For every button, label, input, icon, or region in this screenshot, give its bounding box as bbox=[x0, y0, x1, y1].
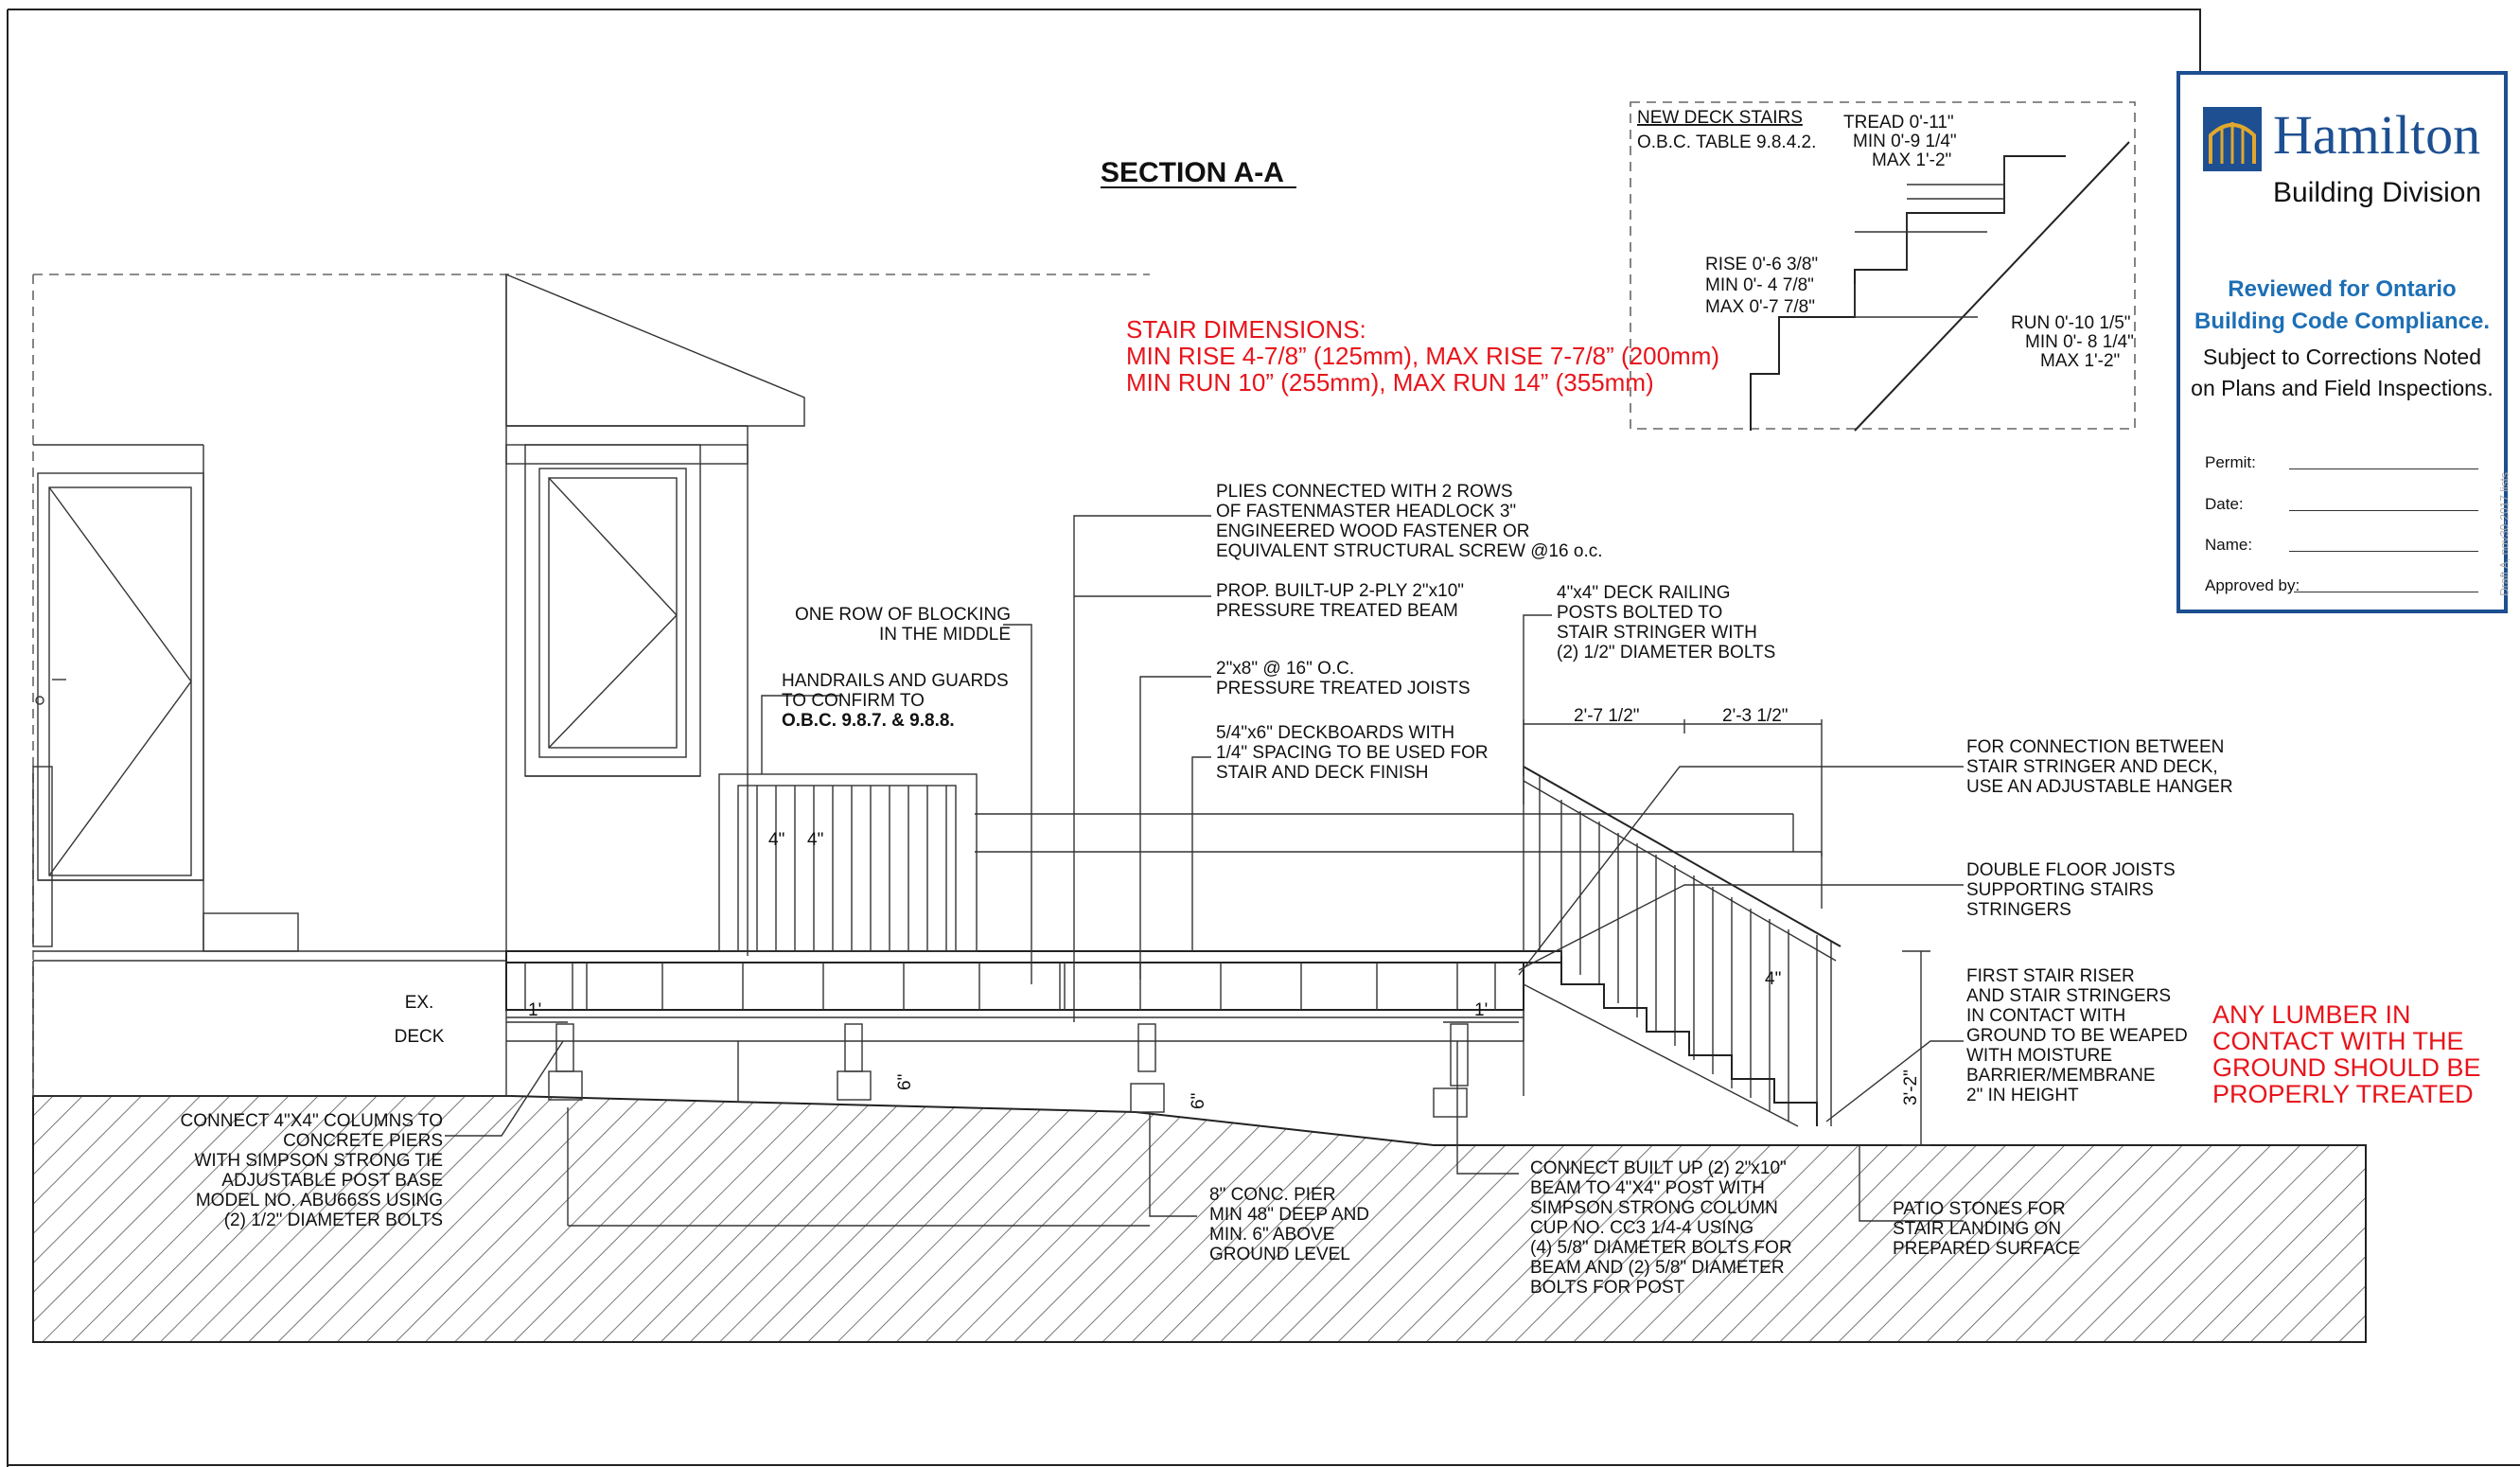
stamp-draft-note: Draft A, nov30-2017 lists bbox=[2498, 472, 2511, 596]
svg-text:(2) 1/2" DIAMETER BOLTS: (2) 1/2" DIAMETER BOLTS bbox=[223, 1211, 443, 1230]
section-title: SECTION A-A bbox=[1101, 157, 1284, 188]
dim-2-7-1-2: 2'-7 1/2" bbox=[1574, 706, 1640, 726]
permit-line bbox=[2289, 468, 2478, 469]
note-blocking bbox=[795, 605, 1011, 645]
svg-text:STAIR STRINGER AND DECK,: STAIR STRINGER AND DECK, bbox=[1966, 757, 2218, 777]
deck-guard bbox=[719, 774, 977, 951]
stamp-name-label: Name: bbox=[2205, 536, 2253, 554]
dim-2-3-1-2: 2'-3 1/2" bbox=[1722, 706, 1789, 726]
svg-text:EX.: EX. bbox=[404, 993, 434, 1013]
stair-detail-table: O.B.C. TABLE 9.8.4.2. bbox=[1637, 133, 1817, 152]
ex-deck-label bbox=[395, 993, 445, 1047]
svg-text:BARRIER/MEMBRANE: BARRIER/MEMBRANE bbox=[1966, 1066, 2156, 1086]
svg-text:SIMPSON STRONG COLUMN: SIMPSON STRONG COLUMN bbox=[1530, 1198, 1778, 1218]
svg-text:USE AN ADJUSTABLE HANGER: USE AN ADJUSTABLE HANGER bbox=[1966, 777, 2233, 797]
note-beam bbox=[1216, 581, 1464, 621]
svg-text:PRESSURE TREATED JOISTS: PRESSURE TREATED JOISTS bbox=[1216, 679, 1471, 698]
stamp-date-label: Date: bbox=[2205, 495, 2244, 513]
run-max: MAX 1'-2" bbox=[2040, 351, 2121, 371]
svg-text:IN THE MIDDLE: IN THE MIDDLE bbox=[878, 625, 1011, 645]
svg-text:CONNECT BUILT UP (2) 2"x10": CONNECT BUILT UP (2) 2"x10" bbox=[1530, 1158, 1787, 1178]
stamp-reviewed: Reviewed for Ontario Building Code Compliance. bbox=[2194, 276, 2490, 334]
svg-text:ANY LUMBER IN: ANY LUMBER IN bbox=[2212, 1000, 2411, 1029]
svg-text:2"x8" @ 16" O.C.: 2"x8" @ 16" O.C. bbox=[1216, 659, 1355, 679]
svg-text:PREPARED SURFACE: PREPARED SURFACE bbox=[1893, 1239, 2081, 1259]
dimension-lines bbox=[506, 719, 1930, 1145]
rise-max: MAX 0'-7 7/8" bbox=[1705, 297, 1815, 317]
svg-text:BOLTS FOR POST: BOLTS FOR POST bbox=[1530, 1278, 1685, 1298]
svg-text:O.B.C. 9.8.7. & 9.8.8.: O.B.C. 9.8.7. & 9.8.8. bbox=[782, 711, 955, 731]
svg-text:OF FASTENMASTER HEADLOCK 3": OF FASTENMASTER HEADLOCK 3" bbox=[1216, 502, 1517, 521]
svg-text:WITH SIMPSON STRONG TIE: WITH SIMPSON STRONG TIE bbox=[194, 1151, 443, 1171]
stamp-permit-label: Permit: bbox=[2205, 453, 2256, 471]
dim-1ft-right: 1' bbox=[1474, 1000, 1489, 1020]
dim-stair-baluster: 4" bbox=[1765, 969, 1782, 989]
svg-text:CONTACT WITH THE: CONTACT WITH THE bbox=[2212, 1027, 2464, 1055]
svg-text:CONCRETE PIERS: CONCRETE PIERS bbox=[283, 1131, 443, 1151]
stamp-approved-label: Approved by: bbox=[2205, 576, 2300, 594]
tread-min: MIN 0'-9 1/4" bbox=[1853, 132, 1957, 151]
hamilton-logo-icon bbox=[2203, 107, 2262, 171]
stamp-city: Hamilton bbox=[2273, 104, 2481, 166]
svg-text:CONNECT 4"X4" COLUMNS TO: CONNECT 4"X4" COLUMNS TO bbox=[180, 1111, 443, 1131]
svg-text:EQUIVALENT STRUCTURAL SCREW @1: EQUIVALENT STRUCTURAL SCREW @16 o.c. bbox=[1216, 541, 1603, 561]
review-stamp bbox=[2176, 71, 2511, 613]
svg-text:STRINGERS: STRINGERS bbox=[1966, 900, 2071, 920]
svg-text:TO CONFIRM TO: TO CONFIRM TO bbox=[782, 691, 925, 711]
svg-text:POSTS BOLTED TO: POSTS BOLTED TO bbox=[1557, 603, 1723, 623]
svg-text:DOUBLE FLOOR JOISTS: DOUBLE FLOOR JOISTS bbox=[1966, 860, 2176, 880]
svg-text:8" CONC. PIER: 8" CONC. PIER bbox=[1209, 1185, 1336, 1205]
svg-text:IN CONTACT WITH: IN CONTACT WITH bbox=[1966, 1006, 2126, 1026]
dim-baluster-a: 4" bbox=[768, 830, 785, 850]
note-beam-connection bbox=[1530, 1158, 1792, 1298]
svg-text:GROUND SHOULD BE: GROUND SHOULD BE bbox=[2212, 1053, 2481, 1082]
svg-text:MODEL NO. ABU66SS USING: MODEL NO. ABU66SS USING bbox=[195, 1191, 443, 1211]
svg-text:ENGINEERED WOOD FASTENER OR: ENGINEERED WOOD FASTENER OR bbox=[1216, 521, 1530, 541]
dim-pier-b: 6" bbox=[1189, 1092, 1208, 1109]
dim-pier-a: 6" bbox=[895, 1073, 915, 1090]
stair-dimensions-line1: MIN RISE 4-7/8” (125mm), MAX RISE 7-7/8” (200mm) bbox=[1126, 342, 1720, 370]
svg-text:STAIR LANDING ON: STAIR LANDING ON bbox=[1893, 1219, 2062, 1239]
stair-dimensions-heading: STAIR DIMENSIONS: bbox=[1126, 315, 1366, 344]
tread-label: TREAD 0'-11" bbox=[1843, 113, 1954, 133]
svg-text:AND STAIR STRINGERS: AND STAIR STRINGERS bbox=[1966, 986, 2172, 1006]
run-label: RUN 0'-10 1/5" bbox=[2011, 313, 2131, 333]
svg-text:DECK: DECK bbox=[394, 1027, 445, 1047]
svg-text:CUP NO. CC3 1/4-4 USING: CUP NO. CC3 1/4-4 USING bbox=[1530, 1218, 1754, 1238]
stamp-subject: Subject to Corrections Noted on Plans and Field Inspections. bbox=[2191, 345, 2494, 400]
svg-text:PROPERLY TREATED: PROPERLY TREATED bbox=[2212, 1080, 2474, 1108]
svg-text:BEAM TO 4"X4" POST WITH: BEAM TO 4"X4" POST WITH bbox=[1530, 1178, 1765, 1198]
svg-text:PLIES CONNECTED WITH 2 ROWS: PLIES CONNECTED WITH 2 ROWS bbox=[1216, 482, 1513, 502]
note-handrails bbox=[782, 671, 1009, 731]
deck-framing bbox=[506, 951, 1561, 1103]
note-double-joists bbox=[1966, 860, 2176, 920]
svg-text:ONE ROW OF BLOCKING: ONE ROW OF BLOCKING bbox=[794, 605, 1011, 625]
note-plies bbox=[1216, 482, 1603, 561]
tread-max: MAX 1'-2" bbox=[1872, 150, 1952, 170]
note-first-riser bbox=[1966, 966, 2188, 1105]
note-connection bbox=[1966, 737, 2233, 797]
dim-1ft-left: 1' bbox=[528, 1000, 542, 1020]
svg-text:PRESSURE TREATED BEAM: PRESSURE TREATED BEAM bbox=[1216, 601, 1458, 621]
dim-rail-height: 3'-2" bbox=[1901, 1069, 1921, 1105]
svg-text:1/4" SPACING TO BE USED FOR: 1/4" SPACING TO BE USED FOR bbox=[1216, 743, 1489, 763]
svg-text:PROP. BUILT-UP 2-PLY 2"x10": PROP. BUILT-UP 2-PLY 2"x10" bbox=[1216, 581, 1465, 601]
name-line bbox=[2289, 551, 2478, 552]
svg-text:GROUND TO BE WEAPED: GROUND TO BE WEAPED bbox=[1966, 1026, 2188, 1046]
svg-text:2" IN HEIGHT: 2" IN HEIGHT bbox=[1966, 1086, 2079, 1105]
svg-text:WITH MOISTURE: WITH MOISTURE bbox=[1966, 1046, 2113, 1066]
run-min: MIN 0'- 8 1/4" bbox=[2025, 332, 2134, 352]
note-lumber-warning bbox=[2212, 1000, 2481, 1108]
svg-text:HANDRAILS AND GUARDS: HANDRAILS AND GUARDS bbox=[782, 671, 1009, 691]
dim-baluster-b: 4" bbox=[807, 830, 824, 850]
rise-min: MIN 0'- 4 7/8" bbox=[1705, 275, 1814, 295]
svg-text:ADJUSTABLE POST BASE: ADJUSTABLE POST BASE bbox=[221, 1171, 443, 1191]
svg-text:(4) 5/8" DIAMETER BOLTS FOR: (4) 5/8" DIAMETER BOLTS FOR bbox=[1530, 1238, 1792, 1258]
svg-text:GROUND LEVEL: GROUND LEVEL bbox=[1209, 1245, 1350, 1264]
svg-text:STAIR AND DECK FINISH: STAIR AND DECK FINISH bbox=[1216, 763, 1429, 783]
stair-detail-heading: NEW DECK STAIRS bbox=[1637, 108, 1803, 128]
stamp-division: Building Division bbox=[2273, 177, 2482, 208]
svg-text:PATIO STONES FOR: PATIO STONES FOR bbox=[1893, 1199, 2066, 1219]
svg-text:MIN. 6" ABOVE: MIN. 6" ABOVE bbox=[1209, 1225, 1335, 1245]
note-patio bbox=[1893, 1199, 2080, 1259]
svg-text:FOR CONNECTION BETWEEN: FOR CONNECTION BETWEEN bbox=[1966, 737, 2225, 757]
rise-label: RISE 0'-6 3/8" bbox=[1705, 255, 1819, 274]
svg-text:STAIR STRINGER WITH: STAIR STRINGER WITH bbox=[1557, 623, 1757, 643]
note-joists bbox=[1216, 659, 1471, 698]
svg-text:MIN 48" DEEP AND: MIN 48" DEEP AND bbox=[1209, 1205, 1370, 1225]
note-railing-posts bbox=[1557, 583, 1775, 663]
note-deckboards bbox=[1216, 723, 1489, 783]
svg-text:FIRST STAIR RISER: FIRST STAIR RISER bbox=[1966, 966, 2135, 986]
svg-text:5/4"x6" DECKBOARDS WITH: 5/4"x6" DECKBOARDS WITH bbox=[1216, 723, 1455, 743]
svg-text:BEAM AND (2) 5/8" DIAMETER: BEAM AND (2) 5/8" DIAMETER bbox=[1530, 1258, 1785, 1278]
svg-text:(2) 1/2" DIAMETER BOLTS: (2) 1/2" DIAMETER BOLTS bbox=[1557, 643, 1776, 663]
date-line bbox=[2289, 510, 2478, 511]
svg-text:4"x4" DECK RAILING: 4"x4" DECK RAILING bbox=[1557, 583, 1731, 603]
stair-dimensions-line2: MIN RUN 10” (255mm), MAX RUN 14” (355mm) bbox=[1126, 368, 1654, 397]
svg-text:SUPPORTING STAIRS: SUPPORTING STAIRS bbox=[1966, 880, 2154, 900]
